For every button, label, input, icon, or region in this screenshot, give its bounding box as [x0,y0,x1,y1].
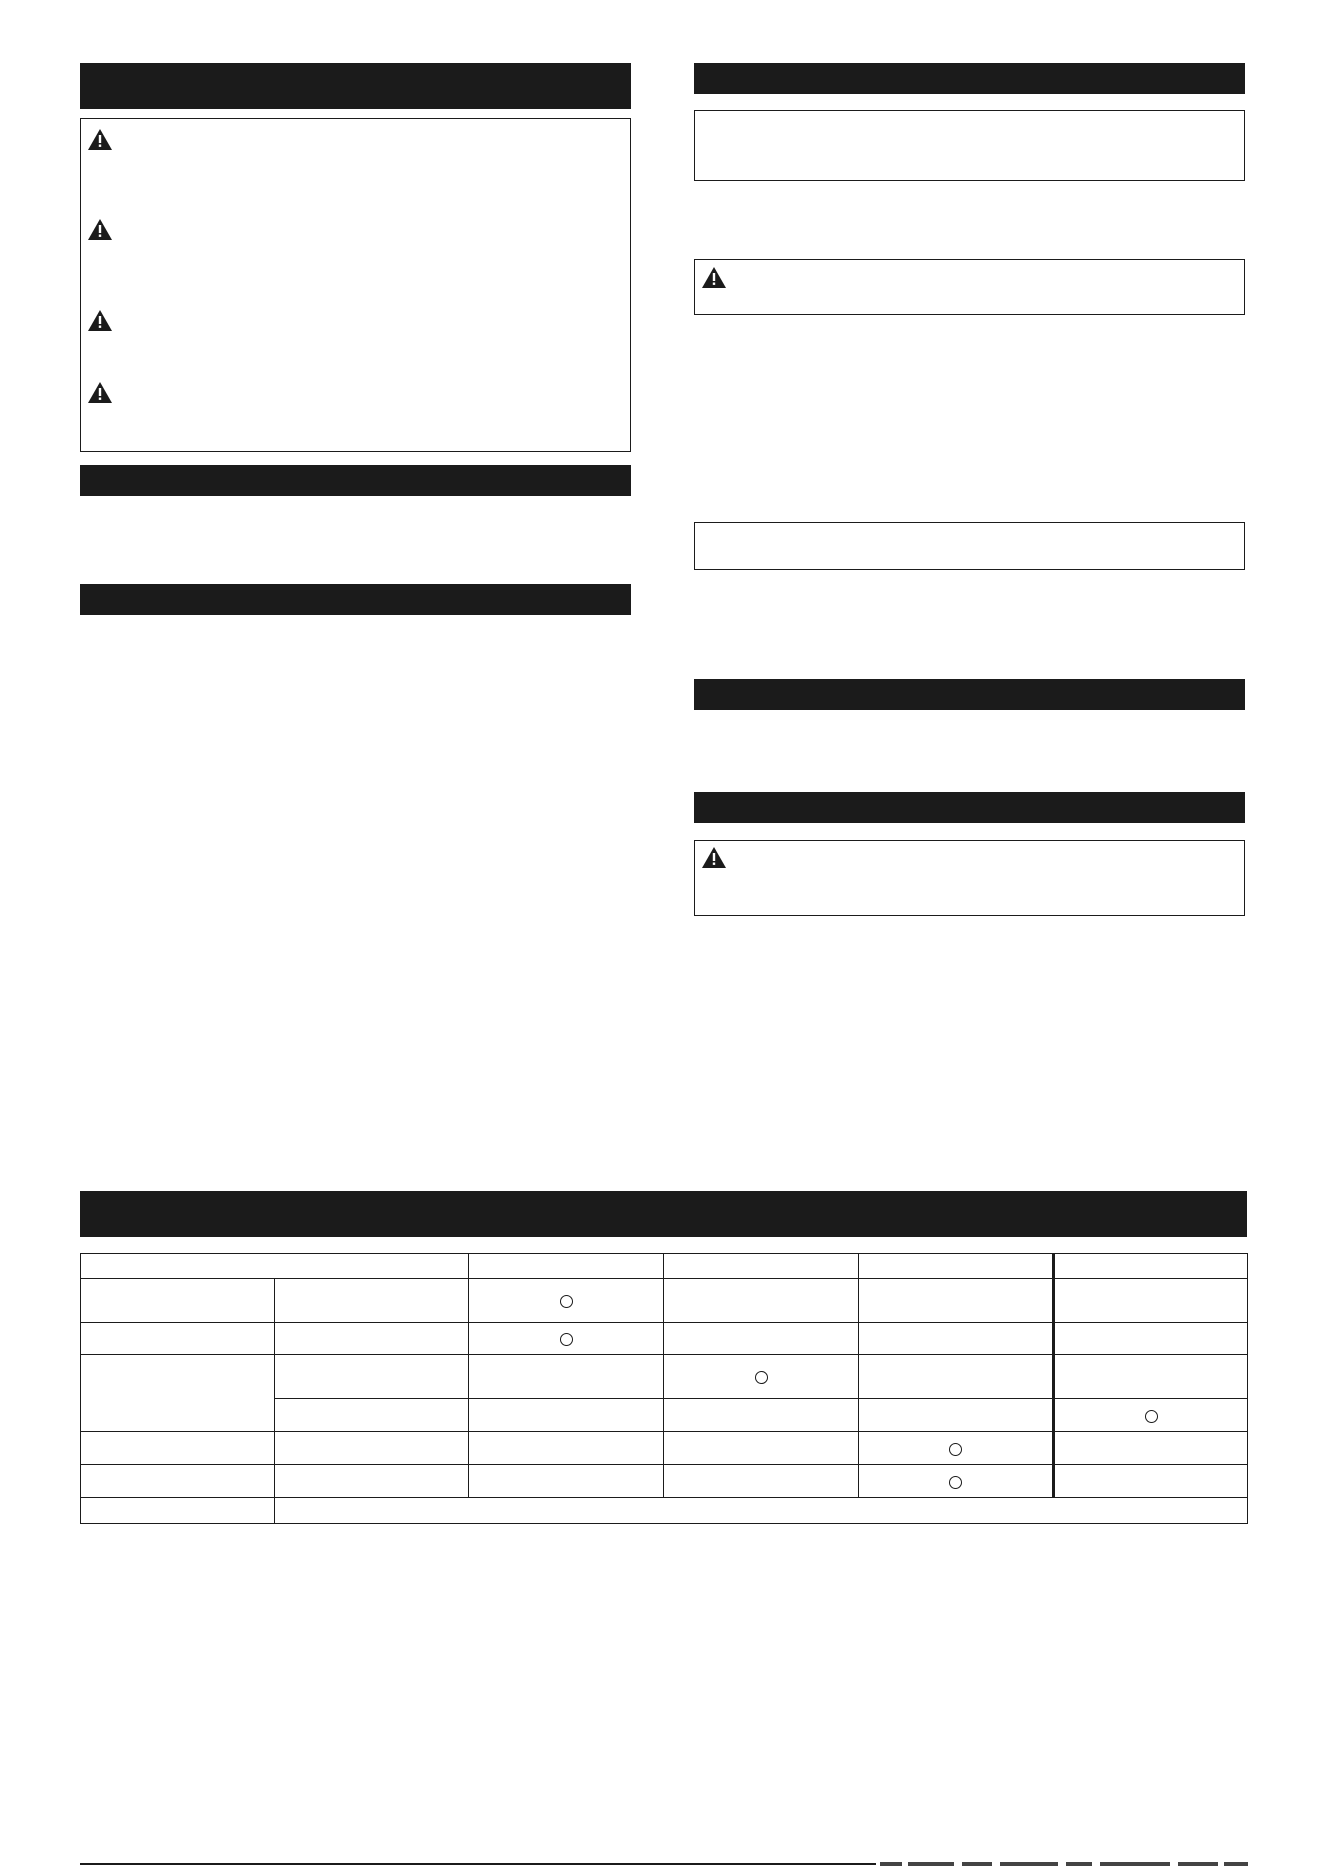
warning-icon [88,382,112,403]
table-row [81,1323,1248,1355]
table-cell [859,1323,1054,1355]
table-cell [1054,1355,1248,1399]
note-box [694,110,1245,181]
table-cell [469,1432,664,1465]
footer-marks [880,1860,1250,1872]
table-cell [1054,1432,1248,1465]
table-cell [469,1399,664,1432]
table-cell [469,1323,664,1355]
section-header-bar [80,584,631,615]
table-cell [469,1465,664,1498]
table-cell [275,1355,469,1399]
table-cell [1054,1323,1248,1355]
warning-icon [88,219,112,240]
table-cell [859,1432,1054,1465]
table-cell [859,1279,1054,1323]
table-cell [469,1279,664,1323]
note-box [694,522,1245,570]
table-cell [1054,1465,1248,1498]
warning-icon [702,267,726,288]
table-footer-row [81,1498,1248,1524]
compatibility-table [80,1253,1248,1524]
table-cell [664,1254,859,1279]
table-cell [275,1465,469,1498]
table-cell [275,1498,1248,1524]
circle-icon [755,1371,768,1384]
table-cell [275,1279,469,1323]
table-cell [469,1254,664,1279]
table-cell [664,1465,859,1498]
table-cell [81,1498,275,1524]
table-header-bar [80,1191,1247,1237]
table-row [81,1432,1248,1465]
table-cell [469,1355,664,1399]
table-cell [81,1279,275,1323]
section-header-bar [80,63,631,109]
warning-icon [88,129,112,150]
table-cell [1054,1399,1248,1432]
circle-icon [560,1295,573,1308]
section-header-bar [694,679,1245,710]
table-cell [859,1399,1054,1432]
table-cell [81,1465,275,1498]
circle-icon [560,1333,573,1346]
circle-icon [949,1443,962,1456]
section-header-bar [80,465,631,496]
footer-rule [80,1863,876,1865]
warning-box [694,840,1245,916]
table-cell [664,1355,859,1399]
table-cell [664,1323,859,1355]
table-cell [1054,1279,1248,1323]
table-row [81,1355,1248,1399]
table-cell [859,1254,1054,1279]
table-cell [664,1279,859,1323]
table-cell [275,1323,469,1355]
warning-icon [702,847,726,868]
table-row [81,1279,1248,1323]
section-header-bar [694,63,1245,94]
warning-box [694,259,1245,315]
table-cell [81,1254,469,1279]
section-header-bar [694,792,1245,823]
table-row [81,1465,1248,1498]
table-header-row [81,1254,1248,1279]
warning-icon [88,310,112,331]
warning-box [80,118,631,452]
circle-icon [1145,1410,1158,1423]
table-cell [81,1432,275,1465]
table-cell [859,1355,1054,1399]
table-cell [664,1399,859,1432]
table-cell [81,1323,275,1355]
table-cell [664,1432,859,1465]
table-cell [275,1432,469,1465]
circle-icon [949,1476,962,1489]
table-cell [275,1399,469,1432]
table-cell [81,1355,275,1432]
table-cell [859,1465,1054,1498]
table-cell [1054,1254,1248,1279]
